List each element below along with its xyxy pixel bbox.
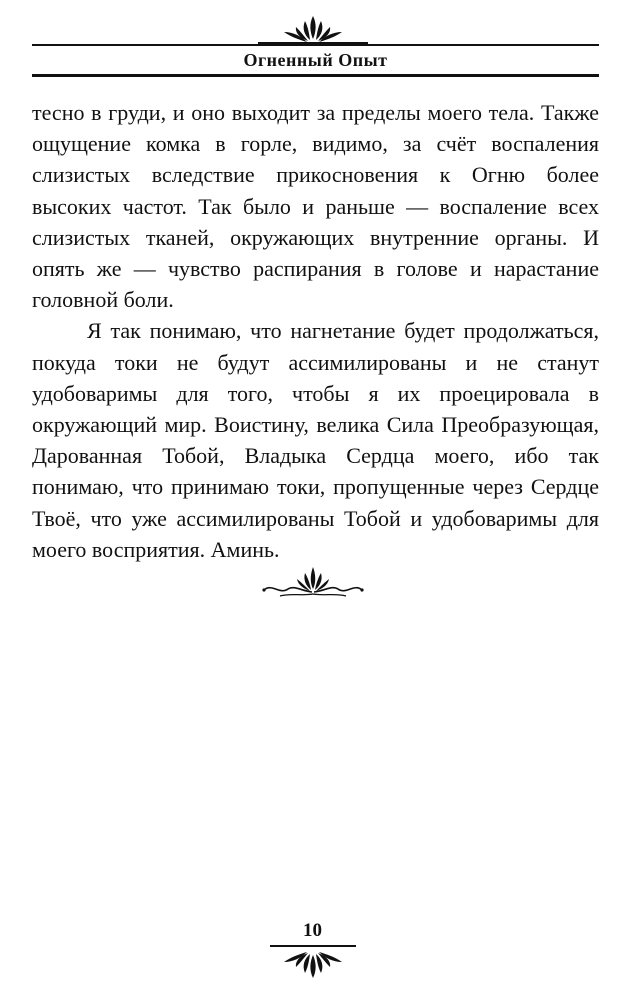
body-text xyxy=(32,97,599,565)
page-number: 10 xyxy=(303,920,322,941)
header-top-rule xyxy=(32,44,599,46)
footer-rule xyxy=(270,945,356,947)
paragraph-2: Я так понимаю, что нагнетание будет продолжаться, покуда токи не будут ассимилированы и не станут удобоваримы для того, чтобы я их проецировала в окружающий мир. Воистину, велика Сила Преобразующая, Дарованная Тобой, Владыка Сердца моего, ибо так понимаю, что принимаю токи, пропущенные через Сердце Твоё, что уже ассимилированы Тобой и удобоваримы для моего восприятия. Аминь. xyxy=(32,318,599,562)
fan-ornament-icon xyxy=(248,12,378,46)
fan-ornament-icon xyxy=(268,948,358,982)
paragraph-1: тесно в груди, и оно выходит за пределы моего тела. Также ощущение комка в горле, видимо, за счёт воспаления слизистых вследствие прикосновения к Огню более высоких частот. Так было и раньше — воспаление всех слизистых тканей, окружающих внутренние органы. И опять же — чувство распирания в голове и нарастание головной боли. xyxy=(32,100,599,313)
header-bottom-rule xyxy=(32,74,599,77)
running-title: Огненный Опыт xyxy=(243,50,388,70)
lotus-ornament-icon xyxy=(258,563,368,603)
